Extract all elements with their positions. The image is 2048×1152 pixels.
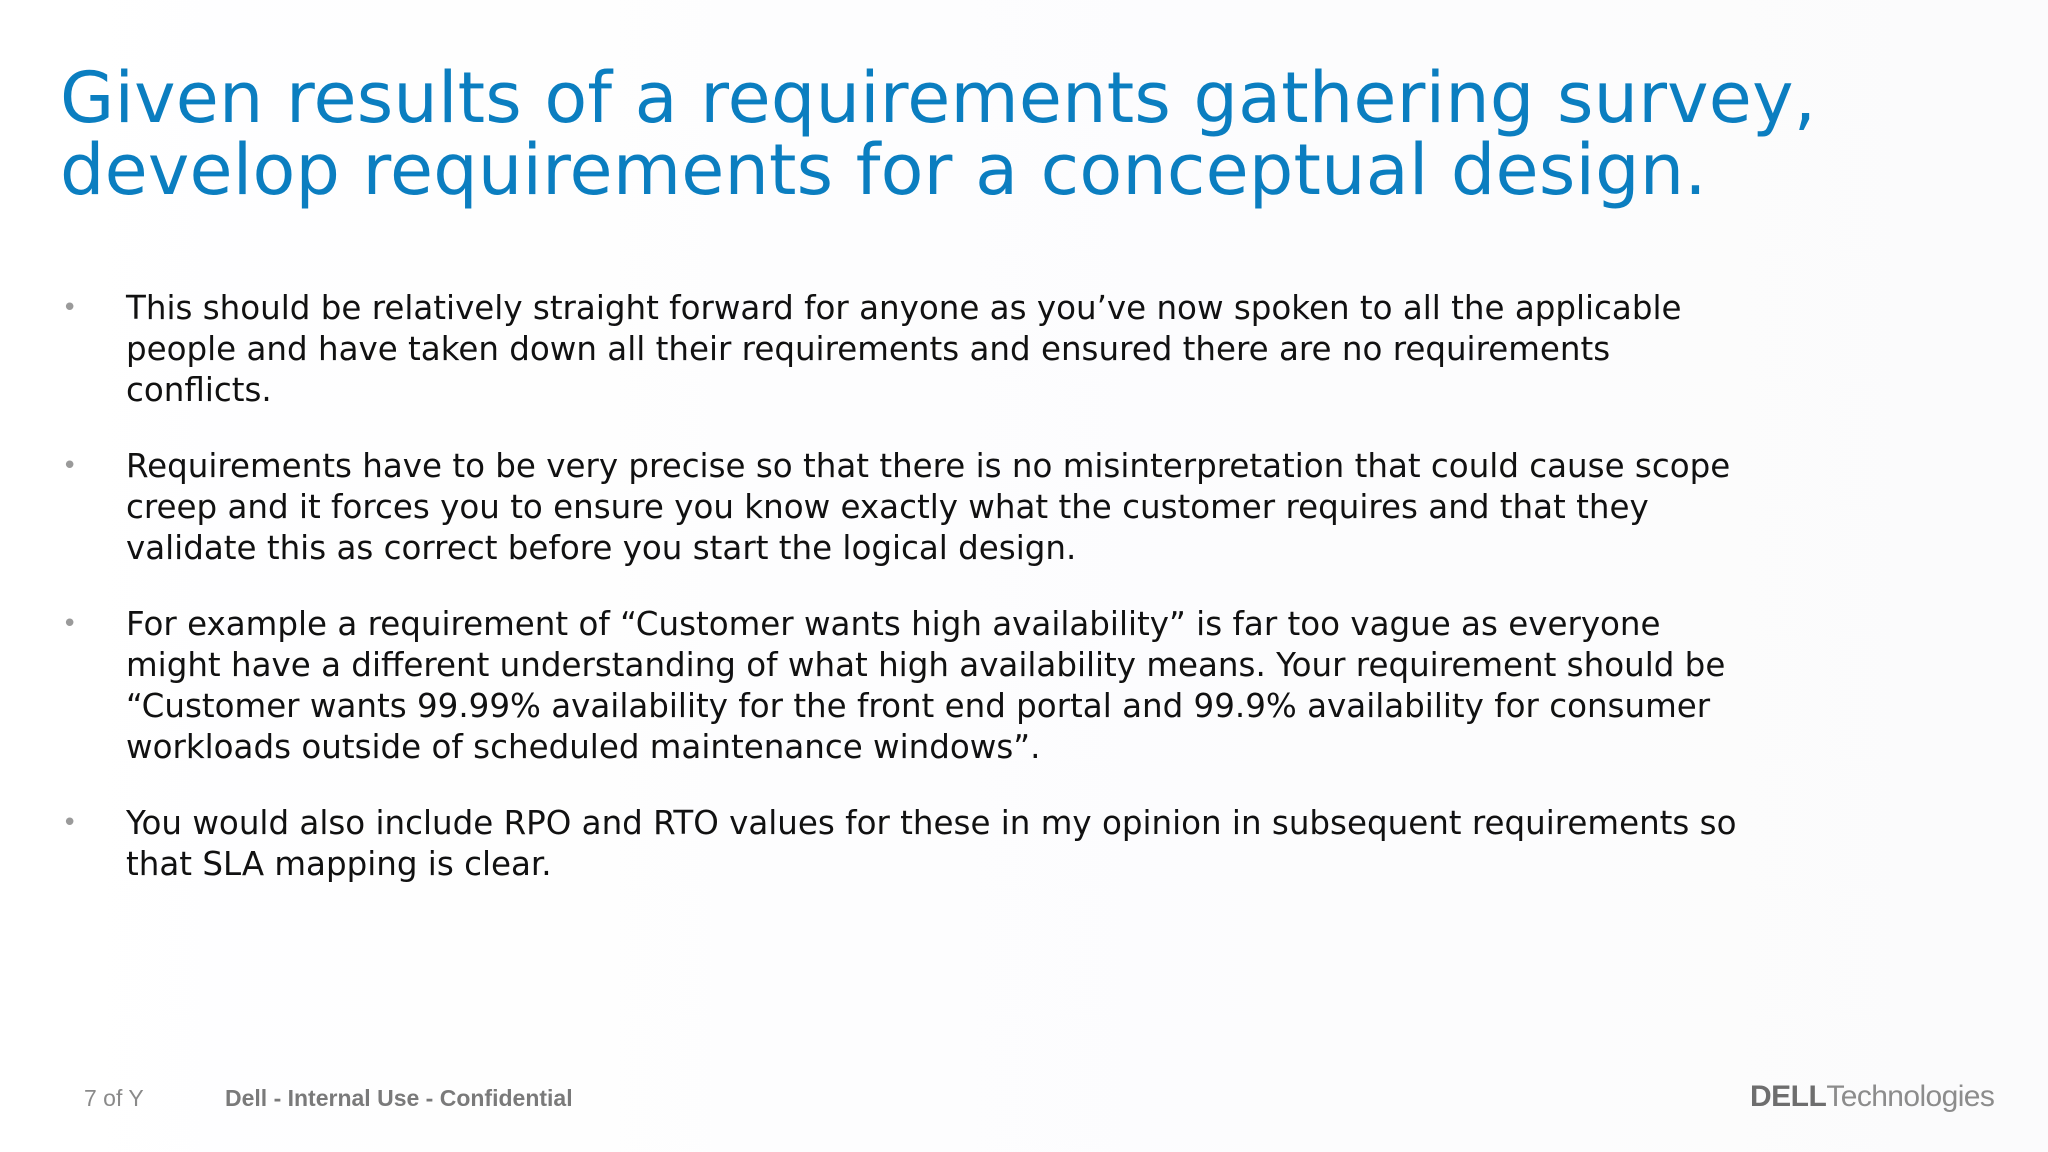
bullet-item-1 <box>62 288 1922 411</box>
bullet-dot-icon: • <box>62 808 78 838</box>
bullet-text <box>126 604 1922 768</box>
slide-title-line-2: develop requirements for a conceptual design. <box>60 129 1707 211</box>
bullet-line: that SLA mapping is clear. <box>126 845 552 883</box>
bullet-text <box>126 288 1922 411</box>
bullet-text <box>126 446 1922 569</box>
bullet-item-4 <box>62 803 1922 885</box>
bullet-line: workloads outside of scheduled maintenance windows”. <box>126 728 1041 766</box>
bullet-line: This should be relatively straight forward for anyone as you’ve now spoken to all the applicable <box>126 289 1682 327</box>
bullet-line: For example a requirement of “Customer wants high availability” is far too vague as everyone <box>126 605 1661 643</box>
bullet-line: conflicts. <box>126 371 272 409</box>
bullet-item-2 <box>62 446 1922 569</box>
bullet-dot-icon: • <box>62 451 78 481</box>
logo-dell-text: DELL <box>1750 1080 1827 1113</box>
page-number: 7 of Y <box>84 1085 144 1111</box>
bullet-dot-icon: • <box>62 609 78 639</box>
slide-title <box>60 57 1960 211</box>
bullet-line: Requirements have to be very precise so that there is no misinterpretation that could cause scope <box>126 447 1731 485</box>
slide-title-line-1: Given results of a requirements gathering survey, <box>60 57 1817 139</box>
dell-technologies-logo <box>1750 1080 1994 1116</box>
bullet-line: creep and it forces you to ensure you know exactly what the customer requires and that they <box>126 488 1649 526</box>
bullet-list <box>62 288 1922 920</box>
logo-technologies-text: Technologies <box>1826 1080 1995 1113</box>
classification-label: Dell - Internal Use - Confidential <box>225 1085 573 1111</box>
bullet-line: people and have taken down all their requirements and ensured there are no requirements <box>126 330 1611 368</box>
bullet-dot-icon: • <box>62 293 78 323</box>
bullet-line: validate this as correct before you start the logical design. <box>126 529 1077 567</box>
bullet-text <box>126 803 1922 885</box>
bullet-line: You would also include RPO and RTO values for these in my opinion in subsequent requirements so <box>126 804 1737 842</box>
bullet-line: might have a different understanding of what high availability means. Your requirement should be <box>126 646 1726 684</box>
bullet-line: “Customer wants 99.99% availability for the front end portal and 99.9% availability for consumer <box>126 687 1711 725</box>
bullet-item-3 <box>62 604 1922 768</box>
